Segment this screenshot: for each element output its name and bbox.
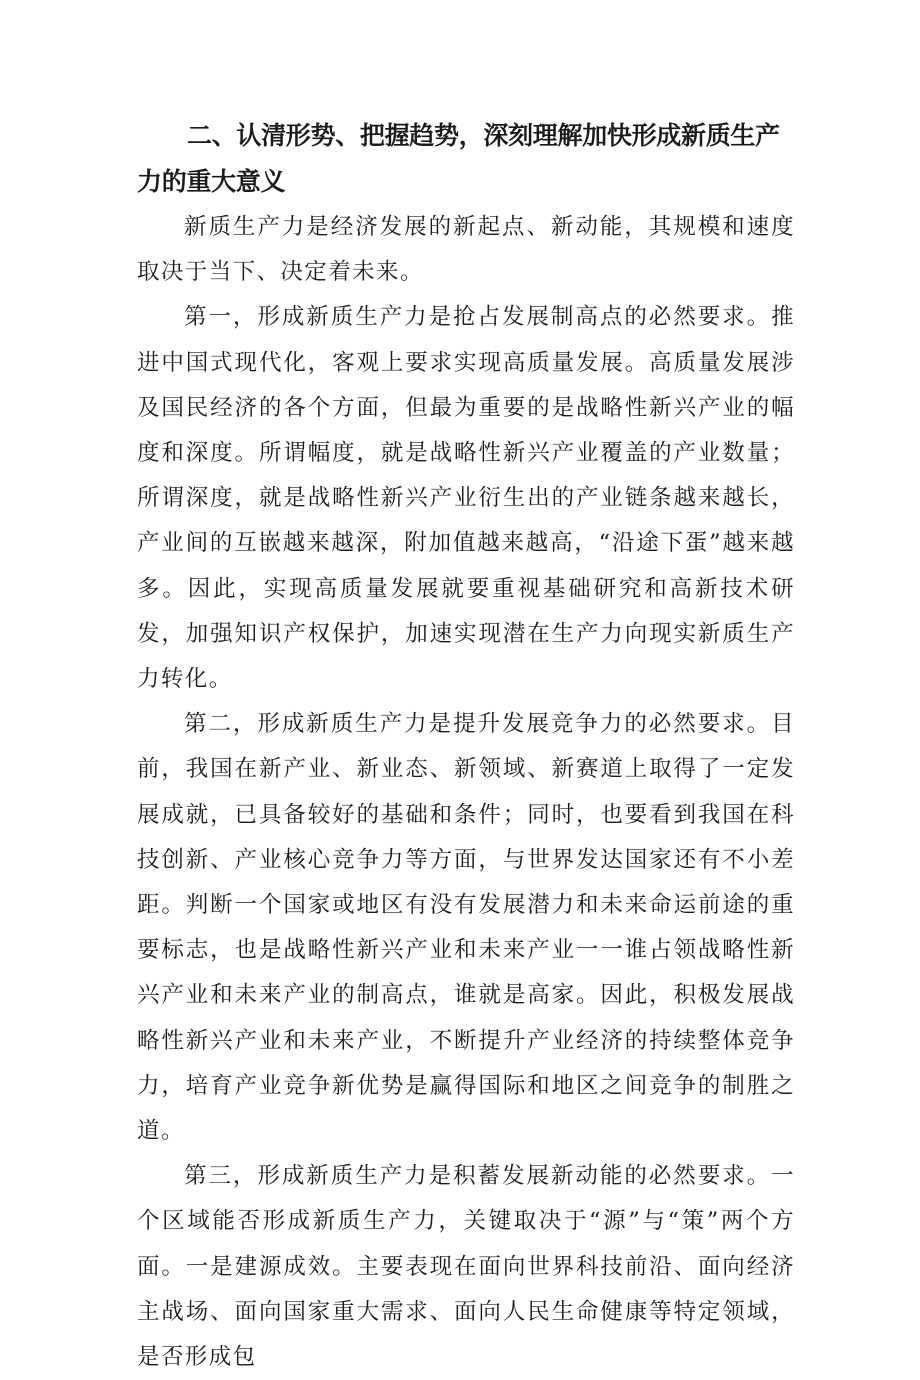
paragraph-third: 第三，形成新质生产力是积蓄发展新动能的必然要求。一个区域能否形成新质生产力，关键取决于“源”与“策”两个方面。一是建源成效。主要表现在面向世界科技前沿、面向经济主战场、面向国家重大需求、面向人民生命健康等特定领域，是否形成包 xyxy=(137,1163,795,1371)
paragraph-second: 第二，形成新质生产力是提升发展竞争力的必然要求。目前，我国在新产业、新业态、新领域、新赛道上取得了一定发展成就，已具备较好的基础和条件；同时，也要看到我国在科技创新、产业核心竞争力等方面，与世界发达国家还有不小差距。判断一个国家或地区有没有发展潜力和未来命运前途的重要标志，也是战略性新兴产业和未来产业一一谁占领战略性新兴产业和未来产业的制高点，谁就是高家。因此，积极发展战略性新兴产业和未来产业，不断提升产业经济的持续整体竞争力，培育产业竞争新优势是赢得国际和地区之间竞争的制胜之道。 xyxy=(137,711,795,1145)
paragraph-first: 第一，形成新质生产力是抢占发展制高点的必然要求。推进中国式现代化，客观上要求实现高质量发展。高质量发展涉及国民经济的各个方面，但最为重要的是战略性新兴产业的幅度和深度。所谓幅度，就是战略性新兴产业覆盖的产业数量；所谓深度，就是战略性新兴产业衍生出的产业链条越来越长，产业间的互嵌越来越深，附加值越来越高，“沿途下蛋”越来越多。因此，实现高质量发展就要重视基础研究和高新技术研发，加强知识产权保护，加速实现潜在生产力向现实新质生产力转化。 xyxy=(137,304,795,693)
document-body xyxy=(137,113,795,1380)
section-heading: 二、认清形势、把握趋势，深刻理解加快形成新质生产力的重大意义 xyxy=(137,121,780,196)
paragraph-intro: 新质生产力是经济发展的新起点、新动能，其规模和速度取决于当下、决定着未来。 xyxy=(137,214,795,286)
